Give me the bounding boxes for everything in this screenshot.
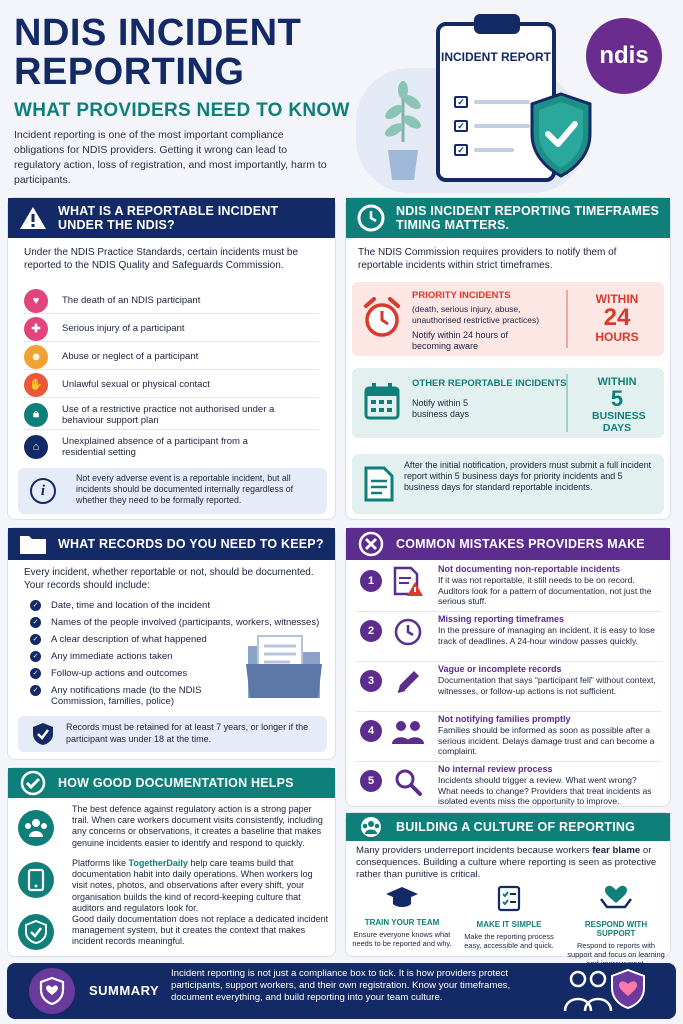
phone-icon xyxy=(18,862,54,898)
heart-hands-icon xyxy=(599,885,633,911)
list-item xyxy=(24,288,319,314)
list-item: ✓ Follow-up actions and outcomes xyxy=(30,668,187,679)
mistake-number: 3 xyxy=(360,670,382,692)
timeframes-header xyxy=(346,198,670,238)
culture-item xyxy=(566,885,666,968)
culture-item-title: TRAIN YOUR TEAM xyxy=(364,918,440,927)
reportable-incident-card xyxy=(7,197,336,520)
summary-banner xyxy=(7,963,676,1019)
line-placeholder xyxy=(474,124,530,128)
mistake-title: No internal review process xyxy=(438,764,553,774)
page-subtitle: WHAT PROVIDERS NEED TO KNOW xyxy=(14,100,350,121)
list-item-label: The death of an NDIS participant xyxy=(62,295,201,306)
list-item xyxy=(24,372,319,398)
list-item xyxy=(24,400,319,430)
list-item-label: Unexplained absence of a participant from a residential setting xyxy=(62,436,248,458)
followup-text: After the initial notification, providers must submit a full incident report within 5 business days for priority incidents and 5 business days for standard reportable incidents. xyxy=(404,460,652,492)
first-aid-icon: ✚ xyxy=(24,317,48,341)
list-item: ✓ Names of the people involved (participants, workers, witnesses) xyxy=(30,617,319,628)
culture-item xyxy=(352,885,452,948)
records-title: WHAT RECORDS DO YOU NEED TO KEEP? xyxy=(58,537,324,551)
other-box xyxy=(352,368,664,438)
team-icon xyxy=(356,812,386,842)
timeframes-card xyxy=(345,197,671,520)
help-text: Platforms like TogetherDaily help care teams build that documentation habit into daily operations. When workers log visit notes, photos, and observations after every shift, your organisation builds the kind of record-keeping culture that auditors and regulators look for. xyxy=(72,858,313,913)
priority-detail: (death, serious injury, abuse, unauthorised restrictive practices) xyxy=(412,304,540,325)
culture-title: BUILDING A CULTURE OF REPORTING xyxy=(396,820,636,834)
document-warning-icon xyxy=(392,566,424,598)
list-item: ✓ Any notifications made (to the NDIS Commission, families, police) xyxy=(30,685,250,707)
brand-link[interactable]: TogetherDaily xyxy=(128,858,188,868)
checkbox-icon: ✓ xyxy=(454,144,468,156)
help-item xyxy=(18,858,325,913)
priority-deadline: WITHIN 24 HOURS xyxy=(595,292,639,344)
documentation-card xyxy=(7,767,336,957)
people-icon xyxy=(563,969,613,1013)
mistake-item xyxy=(356,712,662,762)
check-icon: ✓ xyxy=(30,685,41,696)
timeframes-intro: The NDIS Commission requires providers to notify them of reportable incidents within strict timeframes. xyxy=(358,247,617,271)
reportable-title: WHAT IS A REPORTABLE INCIDENT UNDER THE NDIS? xyxy=(58,204,279,232)
note-text: Not every adverse event is a reportable incident, but all incidents should be documented internally regardless of whether they need to be formally reported. xyxy=(76,473,294,505)
shield-check-icon xyxy=(18,914,54,950)
timeframes-title: NDIS INCIDENT REPORTING TIMEFRAMES TIMING MATTERS. xyxy=(396,204,660,232)
help-item xyxy=(18,804,325,854)
checkbox-icon: ✓ xyxy=(454,96,468,108)
line-placeholder xyxy=(474,148,514,152)
family-icon xyxy=(392,716,424,748)
list-item: ✓ Date, time and location of the incident xyxy=(30,600,210,611)
mistake-title: Not documenting non-reportable incidents xyxy=(438,564,620,574)
note-text: Records must be retained for at least 7 years, or longer if the participant was under 18 at the time. xyxy=(66,722,309,744)
mistake-number: 2 xyxy=(360,620,382,642)
clipboard-clip xyxy=(474,14,520,34)
list-item: ✓ Any immediate actions taken xyxy=(30,651,172,662)
heart-icon: ♥ xyxy=(24,289,48,313)
culture-item-title: MAKE IT SIMPLE xyxy=(476,920,542,929)
list-item-label: Serious injury of a participant xyxy=(62,323,185,334)
graduation-cap-icon xyxy=(385,885,419,909)
line-placeholder xyxy=(474,100,530,104)
culture-header xyxy=(346,813,670,841)
checklist-icon xyxy=(497,885,521,911)
list-item xyxy=(24,316,319,342)
shield-heart-icon xyxy=(611,969,645,1009)
documentation-header xyxy=(8,768,335,798)
mistake-title: Missing reporting timeframes xyxy=(438,614,565,624)
plant-icon xyxy=(380,72,426,184)
info-icon: i xyxy=(30,478,56,504)
check-icon: ✓ xyxy=(30,600,41,611)
divider xyxy=(566,374,568,432)
mistake-number: 5 xyxy=(360,770,382,792)
mistake-number: 1 xyxy=(360,570,382,592)
warning-icon xyxy=(18,203,48,233)
mistakes-card xyxy=(345,527,671,807)
ndis-logo: ndis xyxy=(586,18,662,94)
culture-item-title: RESPOND WITH SUPPORT xyxy=(584,920,648,938)
mistake-number: 4 xyxy=(360,720,382,742)
mistakes-header xyxy=(346,528,670,560)
alarm-clock-icon xyxy=(362,296,402,340)
mistake-item xyxy=(356,612,662,662)
priority-notify: Notify within 24 hours of becoming aware xyxy=(412,330,509,351)
divider xyxy=(566,290,568,348)
mistake-title: Not notifying families promptly xyxy=(438,714,571,724)
documentation-title: HOW GOOD DOCUMENTATION HELPS xyxy=(58,776,294,790)
clipboard-title: INCIDENT REPORT xyxy=(440,50,551,64)
files-icon xyxy=(244,628,324,700)
check-icon: ✓ xyxy=(30,668,41,679)
document-icon xyxy=(364,466,394,502)
priority-title: PRIORITY INCIDENTS xyxy=(412,290,511,301)
mistake-desc: If it was not reportable, it still needs to be on record. Auditors look for a pattern of documentation, not just the serious stuff. xyxy=(438,575,652,606)
mistake-desc: Families should be informed as soon as possible after a serious incident. Delays damage trust and can become a complaint. xyxy=(438,725,655,756)
clock-icon xyxy=(392,616,424,648)
close-circle-icon xyxy=(356,529,386,559)
calendar-icon xyxy=(364,382,400,420)
summary-text: Incident reporting is not just a compliance box to tick. It is how providers protect participants, support workers, and their own registration. Know your timeframes, document everything, and build reporting into your team culture. xyxy=(171,968,511,1003)
records-header xyxy=(8,528,335,560)
hand-stop-icon: ✋ xyxy=(24,373,48,397)
records-card xyxy=(7,527,336,760)
records-note xyxy=(18,716,327,752)
priority-box xyxy=(352,282,664,356)
folder-icon xyxy=(18,529,48,559)
culture-item-desc: Make the reporting process easy, accessible and quick. xyxy=(464,932,554,950)
intro-text: Incident reporting is one of the most important compliance obligations for NDIS providers. Getting it wrong can lead to regulatory action, loss of registration, and most importantly, harm to participants. xyxy=(14,129,327,186)
mistake-desc: Incidents should trigger a review. What went wrong? What needs to change? Providers that treat incidents as isolated events miss the opportunity to improve. xyxy=(438,775,652,806)
culture-item-desc: Ensure everyone knows what needs to be reported and why. xyxy=(352,930,452,948)
culture-card xyxy=(345,812,671,957)
check-circle-icon xyxy=(18,768,48,798)
team-icon xyxy=(18,810,54,846)
culture-intro: Many providers underreport incidents because workers fear blame or consequences. Building a culture where reporting is seen as protective rather than punitive is critical. xyxy=(356,845,657,880)
followup-box xyxy=(352,454,664,514)
mistake-item xyxy=(356,762,662,812)
other-notify: Notify within 5 business days xyxy=(412,398,470,419)
mistake-title: Vague or incomplete records xyxy=(438,664,562,674)
culture-item xyxy=(459,885,559,950)
house-icon: ⌂ xyxy=(24,435,48,459)
reportable-header xyxy=(8,198,335,238)
mistake-item xyxy=(356,662,662,712)
mistake-item xyxy=(356,562,662,612)
clock-icon xyxy=(356,203,386,233)
checkbox-icon: ✓ xyxy=(454,120,468,132)
page-title: NDIS INCIDENT REPORTING xyxy=(14,12,302,93)
list-item-label: Use of a restrictive practice not authorised under a behaviour support plan xyxy=(62,403,275,426)
other-deadline: WITHIN 5 BUSINESS DAYS xyxy=(592,376,646,434)
check-icon: ✓ xyxy=(30,634,41,645)
check-icon: ✓ xyxy=(30,617,41,628)
shield-check-icon xyxy=(528,92,594,178)
records-intro: Every incident, whether reportable or not, should be documented. Your records should include: xyxy=(24,567,314,591)
list-item-label: Unlawful sexual or physical contact xyxy=(62,379,210,390)
culture-item-desc: Respond to reports with support and focus on learning xyxy=(567,941,665,959)
mistake-desc: Documentation that says “participant fell” without context, witnesses, or follow-up actions is not sufficient. xyxy=(438,675,656,696)
list-item xyxy=(24,344,319,370)
list-item xyxy=(24,432,319,462)
help-text: Good daily documentation does not replace a dedicated incident management system, but it creates the context that makes incident records meaningful. xyxy=(72,914,329,947)
shield-heart-icon xyxy=(29,968,75,1014)
check-icon: ✓ xyxy=(30,651,41,662)
shield-icon xyxy=(32,722,54,746)
pencil-icon xyxy=(392,666,424,698)
help-text: The best defence against regulatory action is a strong paper trail. When care workers document visits consistently, including any concerns or observations, it creates a baseline that makes genuine incidents easier to identify and respond to quickly. xyxy=(72,804,323,848)
magnifier-icon xyxy=(392,766,424,798)
help-item xyxy=(18,914,329,954)
people-icon: ☻ xyxy=(24,345,48,369)
list-item-label: Abuse or neglect of a participant xyxy=(62,351,199,362)
reportable-note xyxy=(18,468,327,514)
reportable-intro: Under the NDIS Practice Standards, certain incidents must be reported to the NDIS Quality and Safeguards Commission. xyxy=(24,247,299,271)
mistakes-title: COMMON MISTAKES PROVIDERS MAKE xyxy=(396,537,645,551)
summary-label: SUMMARY xyxy=(89,983,160,998)
list-item: ✓ A clear description of what happened xyxy=(30,634,207,645)
other-title: OTHER REPORTABLE INCIDENTS xyxy=(412,378,567,389)
lock-icon: 🔒︎ xyxy=(24,403,48,427)
mistake-desc: In the pressure of managing an incident, it is easy to lose track of deadlines. A 24-hour window passes quickly. xyxy=(438,625,655,646)
